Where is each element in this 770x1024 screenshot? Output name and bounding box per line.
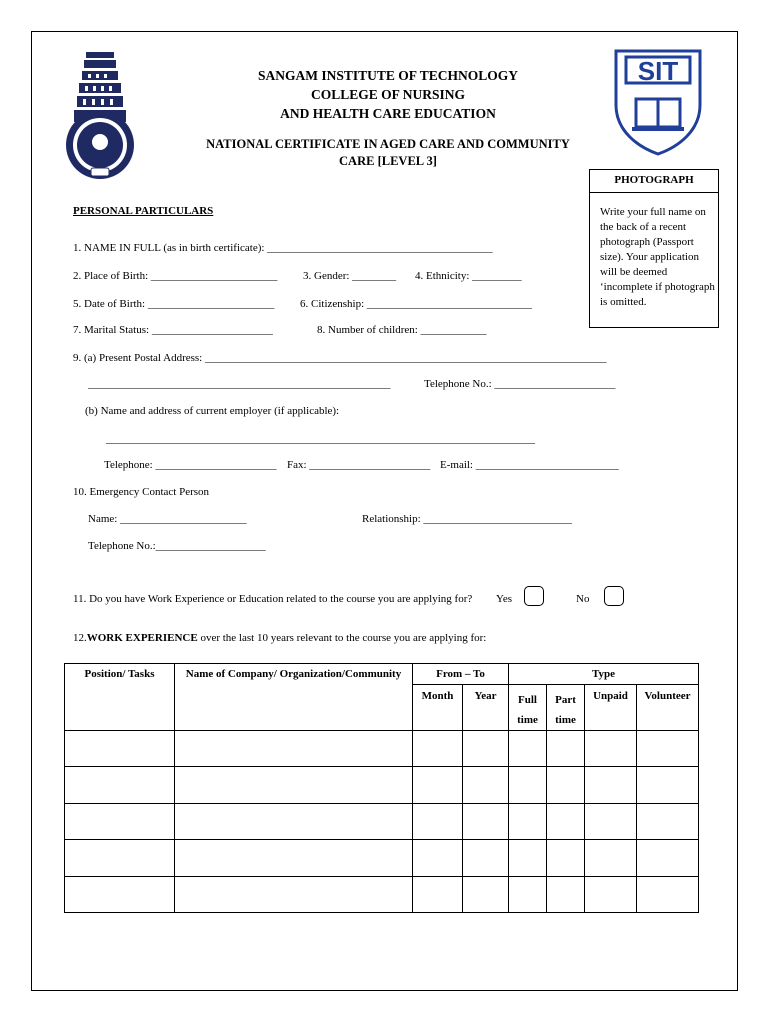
col-position: Position/ Tasks <box>65 664 175 731</box>
table-row[interactable] <box>65 767 699 804</box>
time-label: time <box>555 714 576 726</box>
emergency-telephone-field[interactable]: Telephone No.:____________________ <box>88 540 266 552</box>
telephone-field[interactable]: Telephone No.: ______________________ <box>424 378 616 390</box>
no-checkbox[interactable] <box>604 586 624 606</box>
employer-label: (b) Name and address of current employer (if applicable): <box>85 405 340 417</box>
section-title-personal: PERSONAL PARTICULARS <box>73 205 214 217</box>
college-name: COLLEGE OF NURSING <box>310 87 466 102</box>
work-experience-heading <box>73 632 486 644</box>
marital-status-field[interactable]: 7. Marital Status: ______________________ <box>73 324 273 336</box>
yes-label: Yes <box>496 593 513 605</box>
employer-address-line[interactable]: ______________________________________________________________________________ <box>106 433 535 445</box>
col-month: Month <box>413 685 463 731</box>
postal-address-line2[interactable]: _______________________________________________________ <box>88 378 391 390</box>
employer-email-field[interactable]: E-mail: __________________________ <box>440 459 619 471</box>
table-row[interactable] <box>65 804 699 840</box>
part-label: Part <box>555 694 576 706</box>
employer-fax-field[interactable]: Fax: ______________________ <box>287 459 431 471</box>
table-row[interactable] <box>65 840 699 877</box>
table-row[interactable] <box>65 877 699 913</box>
gender-field[interactable]: 3. Gender: ________ <box>303 270 397 282</box>
date-of-birth-field[interactable]: 5. Date of Birth: _______________________ <box>73 298 275 310</box>
photograph-divider <box>590 192 718 193</box>
col-full-time <box>509 685 547 731</box>
photograph-box[interactable] <box>589 169 719 328</box>
number-of-children-field[interactable]: 8. Number of children: ____________ <box>317 324 487 336</box>
course-title-line2: CARE [LEVEL 3] <box>339 154 437 168</box>
temple-logo <box>58 50 142 180</box>
ethnicity-field[interactable]: 4. Ethnicity: _________ <box>415 270 522 282</box>
postal-address-field[interactable]: 9. (a) Present Postal Address: _________________________________________________________________________ <box>73 352 607 364</box>
col-part-time <box>547 685 585 731</box>
emergency-contact-label: 10. Emergency Contact Person <box>73 486 210 498</box>
college-name-line2: AND HEALTH CARE EDUCATION <box>280 106 496 121</box>
work-experience-rest: over the last 10 years relevant to the course you are applying for: <box>197 632 487 644</box>
time-label: time <box>517 714 538 726</box>
table-row[interactable] <box>65 731 699 767</box>
work-experience-bold: WORK EXPERIENCE <box>86 632 198 644</box>
institute-name: SANGAM INSTITUTE OF TECHNOLOGY <box>258 68 518 83</box>
table-header-row <box>65 664 699 685</box>
emergency-name-field[interactable]: Name: _______________________ <box>88 513 247 525</box>
col-unpaid: Unpaid <box>585 685 637 731</box>
work-experience-table <box>64 663 699 913</box>
col-company: Name of Company/ Organization/Community <box>175 664 413 731</box>
col-type: Type <box>509 664 699 685</box>
photograph-title: PHOTOGRAPH <box>614 174 694 186</box>
emergency-relationship-field[interactable]: Relationship: ___________________________ <box>362 513 572 525</box>
col-volunteer: Volunteer <box>637 685 699 731</box>
place-of-birth-field[interactable]: 2. Place of Birth: _______________________ <box>73 270 278 282</box>
employer-telephone-field[interactable]: Telephone: ______________________ <box>104 459 277 471</box>
col-year: Year <box>463 685 509 731</box>
no-label: No <box>576 593 590 605</box>
photograph-note: Write your full name on the back of a recent photograph (Passport size). Your application will be deemed ‘incomplete if photograph is omitted. <box>600 206 715 308</box>
name-in-full-field[interactable]: 1. NAME IN FULL (as in birth certificate): _________________________________________ <box>73 242 493 254</box>
sit-logo-text: SIT <box>637 56 679 86</box>
citizenship-field[interactable]: 6. Citizenship: ______________________________ <box>300 298 532 310</box>
course-title: NATIONAL CERTIFICATE IN AGED CARE AND COMMUNITY <box>206 137 570 151</box>
work-experience-question: 11. Do you have Work Experience or Education related to the course you are applying for? <box>73 593 473 605</box>
full-label: Full <box>518 694 537 706</box>
work-experience-number: 12. <box>73 632 87 644</box>
yes-checkbox[interactable] <box>524 586 544 606</box>
col-from-to: From – To <box>413 664 509 685</box>
